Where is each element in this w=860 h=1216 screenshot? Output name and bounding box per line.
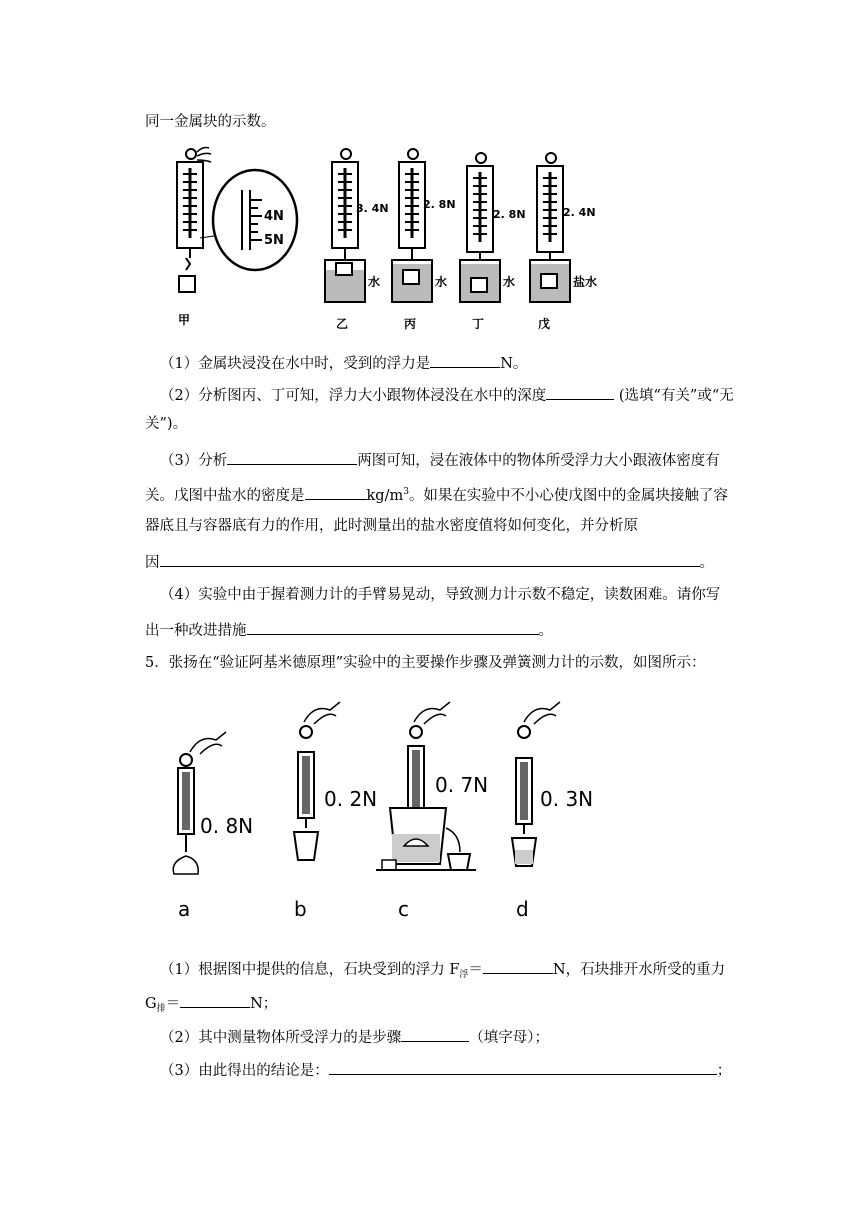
answer-blank-depth[interactable] bbox=[546, 384, 614, 400]
liquid-wu: 盐水 bbox=[573, 275, 598, 289]
caption-ding: 丁 bbox=[472, 317, 485, 331]
scale-wu bbox=[530, 153, 570, 302]
figure-spring-scale-buoyancy bbox=[150, 138, 620, 338]
scale-ding bbox=[460, 153, 500, 302]
q4-part2: （2）分析图丙、丁可知，浮力大小跟物体浸没在水中的深度 (选填“有关”或“无 bbox=[160, 384, 734, 406]
reading-b: 0. 2N bbox=[324, 787, 378, 811]
caption-yi: 乙 bbox=[336, 317, 349, 331]
step-d-scale bbox=[512, 702, 560, 866]
caption-a: a bbox=[178, 897, 191, 921]
answer-blank-density[interactable] bbox=[305, 484, 367, 500]
reading-d: 0. 3N bbox=[540, 787, 594, 811]
scale-bing bbox=[392, 149, 432, 302]
q4-part3: （3）分析 两图可知，浸在液体中的物体所受浮力大小跟液体密度有 bbox=[160, 449, 720, 471]
answer-blank-reason[interactable] bbox=[160, 551, 700, 567]
reading-bing: 2. 8N bbox=[423, 198, 456, 211]
caption-bing: 丙 bbox=[404, 317, 417, 331]
caption-wu: 戊 bbox=[538, 317, 551, 331]
reading-wu: 2. 4N bbox=[563, 206, 596, 219]
scale-yi bbox=[325, 149, 365, 302]
answer-blank-g-displaced[interactable] bbox=[180, 992, 250, 1008]
liquid-yi: 水 bbox=[368, 275, 381, 289]
reading-ding: 2. 8N bbox=[493, 208, 526, 221]
scale-jia bbox=[177, 148, 214, 293]
q4-part4-line2: 出一种改进措施 。 bbox=[145, 619, 553, 641]
answer-blank-two-figures[interactable] bbox=[227, 449, 357, 465]
answer-blank-conclusion[interactable] bbox=[329, 1059, 717, 1075]
answer-blank-buoyancy[interactable] bbox=[430, 352, 500, 368]
figure-archimedes-steps bbox=[160, 700, 620, 930]
zoom-label-5n: 5N bbox=[264, 233, 284, 248]
q4-part3-line4: 因 。 bbox=[145, 551, 714, 573]
q4-part3-line3: 器底且与容器底有力的作用，此时测量出的盐水密度值将如何变化，并分析原 bbox=[145, 518, 638, 534]
q4-part1: （1）金属块浸没在水中时，受到的浮力是 N。 bbox=[160, 352, 527, 374]
reading-a: 0. 8N bbox=[200, 814, 254, 838]
q5-part3: （3）由此得出的结论是： ； bbox=[160, 1059, 731, 1081]
zoom-magnifier bbox=[213, 170, 297, 270]
zoom-label-4n: 4N bbox=[264, 209, 284, 224]
q5-title: 5．张扬在“验证阿基米德原理”实验中的主要操作步骤及弹簧测力计的示数，如图所示： bbox=[145, 655, 706, 671]
q5-part2: （2）其中测量物体所受浮力的是步骤 （填字母）； bbox=[160, 1026, 549, 1048]
caption-jia: 甲 bbox=[178, 313, 191, 327]
step-b-scale bbox=[294, 702, 340, 860]
liquid-bing: 水 bbox=[435, 275, 448, 289]
answer-blank-f-buoyancy[interactable] bbox=[483, 958, 553, 974]
answer-blank-step[interactable] bbox=[401, 1026, 469, 1042]
caption-b: b bbox=[294, 897, 307, 921]
step-a-scale bbox=[173, 732, 226, 874]
caption-d: d bbox=[516, 897, 529, 921]
reading-yi: 3. 4N bbox=[356, 202, 389, 215]
intro-line: 同一金属块的示数。 bbox=[145, 114, 276, 130]
reading-c: 0. 7N bbox=[435, 773, 489, 797]
q5-part1-line2: $G_排= N$； bbox=[145, 992, 277, 1019]
q4-part4: （4）实验中由于握着测力计的手臂易晃动，导致测力计示数不稳定，读数困难。请你写 bbox=[160, 587, 721, 603]
liquid-ding: 水 bbox=[503, 275, 516, 289]
q5-part1: （1）根据图中提供的信息，石块受到的浮力 $F_浮= N$，石块排开水所受的重力 bbox=[160, 958, 725, 985]
q4-part2-cont: 关”)。 bbox=[145, 416, 188, 432]
q4-part3-line2: 关。戊图中盐水的密度是 $kg/m^3$。如果在实验中不小心使戊图中的金属块接触了容 bbox=[145, 482, 728, 506]
caption-c: c bbox=[398, 897, 409, 921]
answer-blank-improvement[interactable] bbox=[247, 619, 539, 635]
